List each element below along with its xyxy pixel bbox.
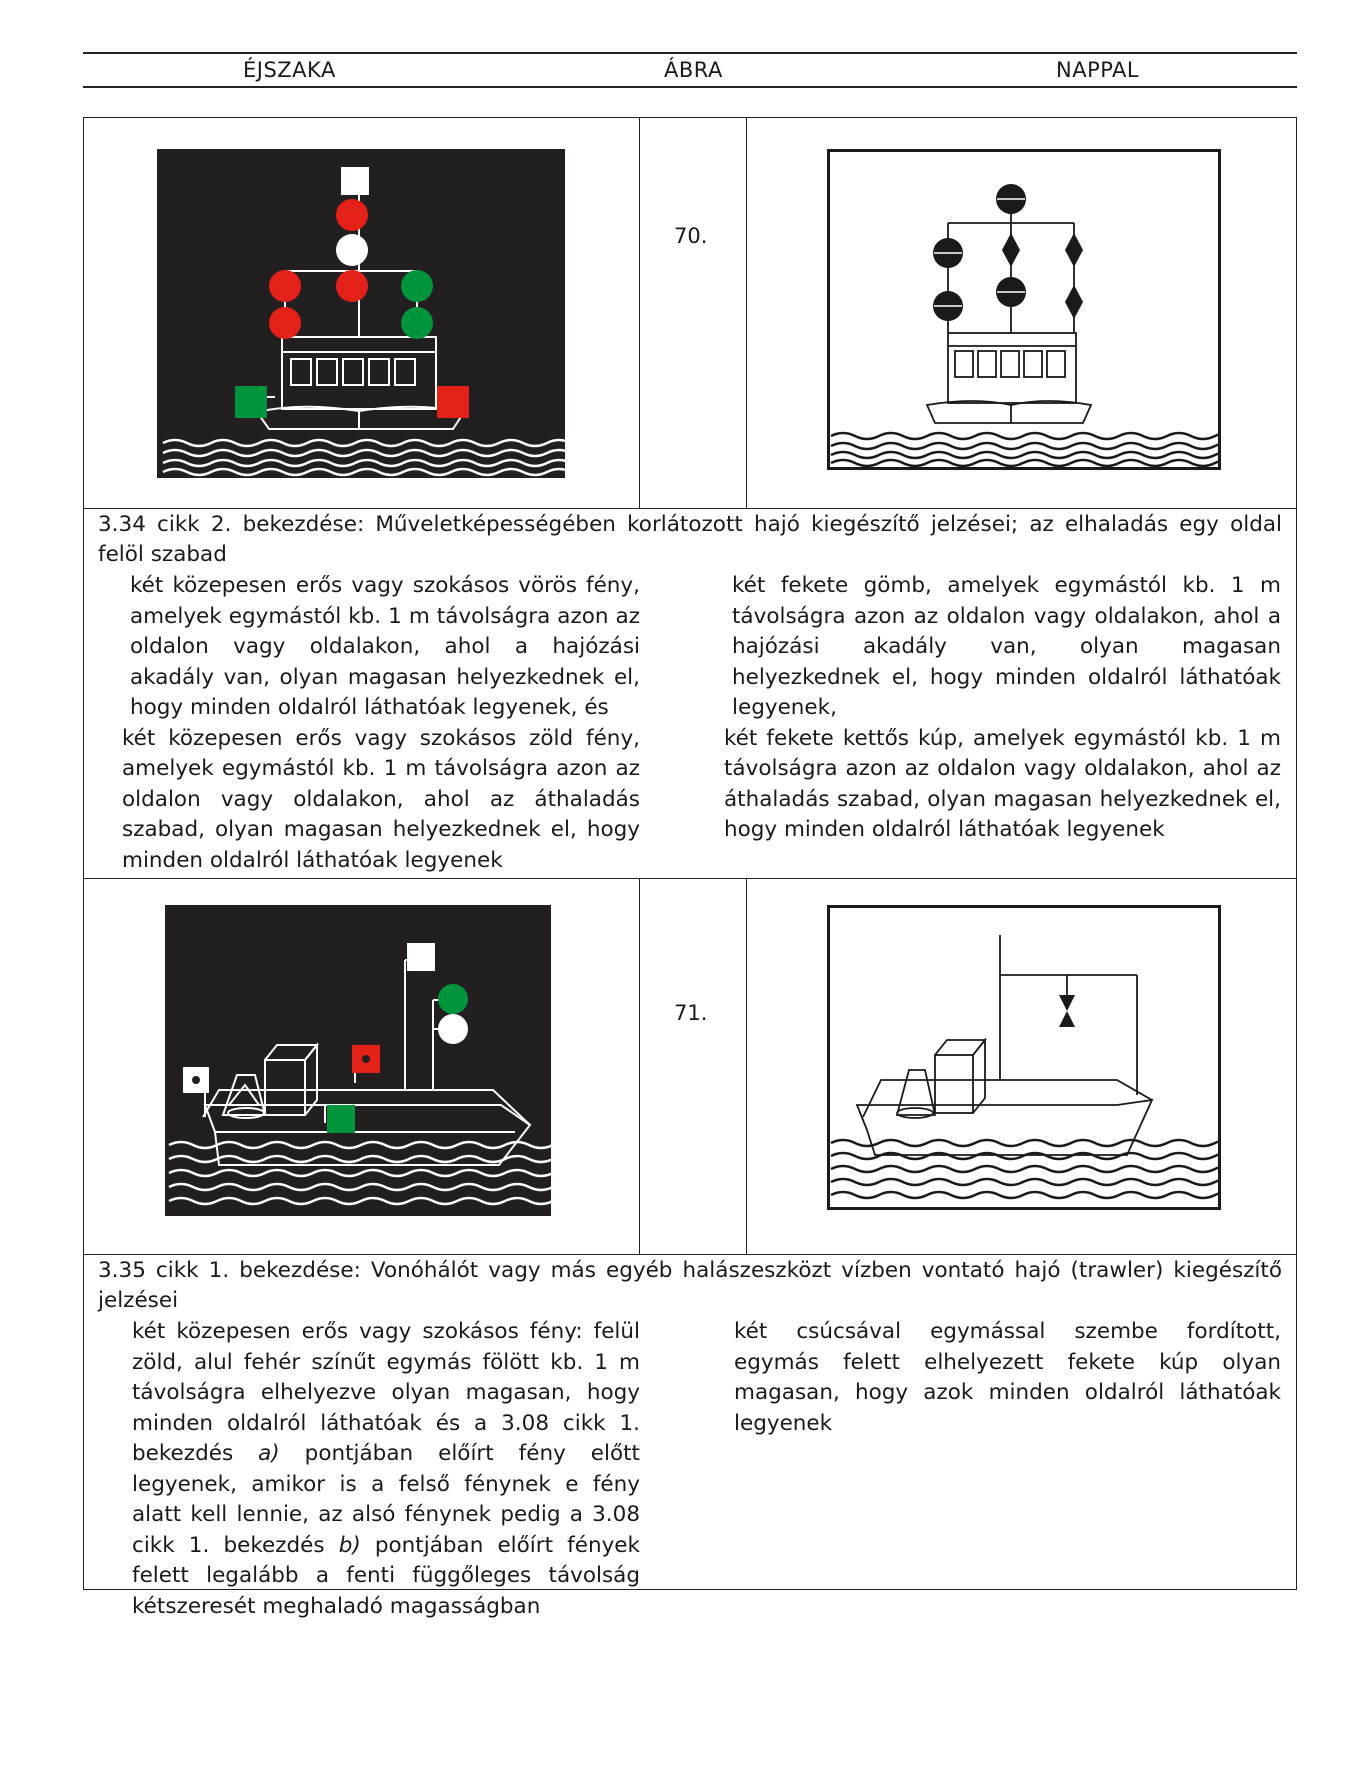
- figure-number-71: 71.: [674, 1001, 708, 1025]
- col-divider: [639, 878, 640, 1254]
- header-day: NAPPAL: [1056, 58, 1140, 82]
- figure-number-70: 70.: [674, 224, 708, 248]
- night-text-part: két közepesen erős vagy szokásos fény: felül zöld, alul fehér színűt egymás fölött kb. 1 m távolságra elhelyezve olyan magasan, hogy minden oldalról láthatóak és a 3.08 cikk 1. bekezdés: [132, 1319, 640, 1466]
- day-figure-71: [827, 905, 1221, 1210]
- article-heading-71: 3.35 cikk 1. bekezdése: Vonóhálót vagy más egyéb halászeszközt vízben vontató hajó (trawler) kiegészítő jelzései: [98, 1258, 1282, 1313]
- col-divider: [639, 118, 640, 508]
- col-divider: [746, 118, 747, 508]
- day-figure-70: [827, 149, 1221, 470]
- day-description-70: [724, 571, 1281, 846]
- night-text-part: pontjában előírt fény előtt legyenek, amikor is a felső fénynek e fény alatt kell lennie, az alsó fénynek pedig a 3.08 cikk 1. bekezdés: [132, 1441, 640, 1558]
- header-night: ÉJSZAKA: [243, 58, 336, 82]
- night-figure-70: [157, 149, 565, 478]
- night-description-70: [122, 571, 640, 876]
- night-text-71: [132, 1317, 640, 1622]
- article-heading-70: 3.34 cikk 2. bekezdése: Műveletképességében korlátozott hajó kiegészítő jelzései; az elhaladás egy oldal felöl szabad: [98, 512, 1282, 567]
- day-text-71: két csúcsával egymással szembe fordított, egymás felett elhelyezett fekete kúp olyan magasan, hogy azok minden oldalról láthatóak legyenek: [734, 1319, 1281, 1436]
- column-header: [83, 52, 1297, 88]
- row-divider: [84, 878, 1296, 879]
- day-text-cones: két fekete kettős kúp, amelyek egymástól kb. 1 m távolságra azon az oldalon vagy oldalakon, ahol az áthaladás szabad, olyan magasan helyezkednek el, hogy minden oldalról láthatóak legyenek: [724, 725, 1281, 842]
- signal-table: [83, 117, 1297, 1619]
- header-figure: ÁBRA: [664, 58, 723, 82]
- night-text-red: két közepesen erős vagy szokásos vörös fény, amelyek egymástól kb. 1 m távolságra azon az oldalon vagy oldalakon, ahol a hajózási akadály van, olyan magasan helyezkednek el, hogy minden oldalról láthatóak legyenek, és: [130, 573, 640, 720]
- row-divider: [84, 508, 1296, 509]
- point-b-ref: b): [338, 1532, 361, 1558]
- night-text-part: pontjában előírt fények felett legalább a fenti függőleges távolság kétszeresét meghaladó magasságban: [132, 1532, 640, 1619]
- row-divider: [84, 1254, 1296, 1255]
- night-figure-71: [165, 905, 551, 1216]
- point-a-ref: a): [258, 1441, 280, 1466]
- day-description-71: [734, 1317, 1281, 1439]
- night-description-71: [132, 1317, 640, 1622]
- col-divider: [746, 878, 747, 1254]
- night-text-green: két közepesen erős vagy szokásos zöld fény, amelyek egymástól kb. 1 m távolságra azon az oldalon vagy oldalakon, ahol az áthaladás szabad, olyan magasan helyezkednek el, hogy minden oldalról láthatóak legyenek: [122, 725, 640, 873]
- day-text-balls: két fekete gömb, amelyek egymástól kb. 1 m távolságra azon az oldalon vagy oldalakon, ahol a hajózási akadály van, olyan magasan helyezkednek el, hogy minden oldalról láthatóak legyenek,: [732, 573, 1281, 720]
